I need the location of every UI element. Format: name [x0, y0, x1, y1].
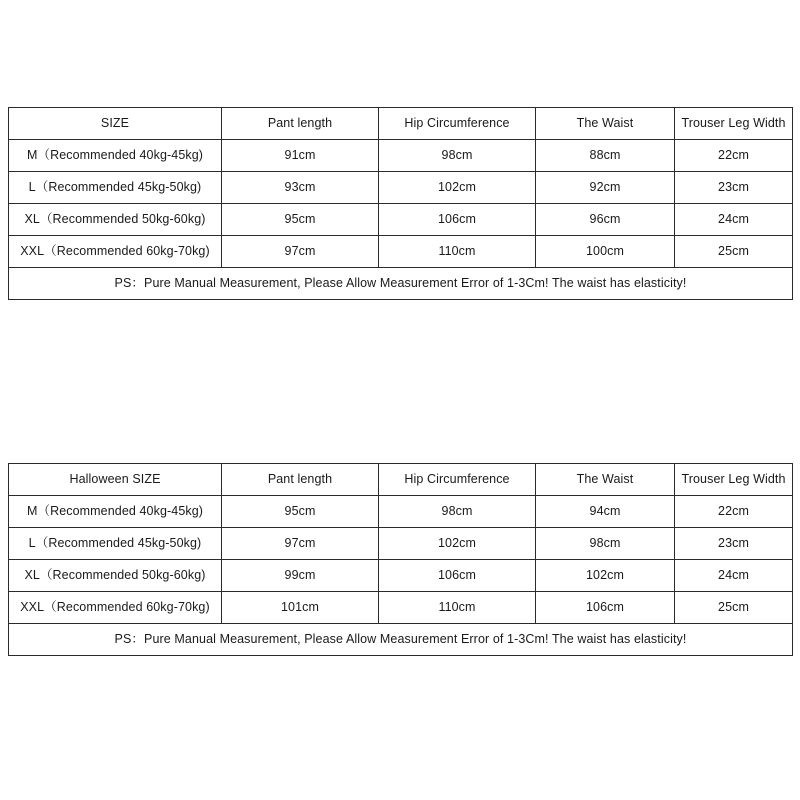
halloween-size-table [8, 463, 793, 656]
cell-pant-length: 93cm [222, 172, 379, 204]
table-note-row [9, 268, 793, 300]
cell-size: M（Recommended 40kg-45kg) [9, 496, 222, 528]
column-header-waist: The Waist [536, 464, 675, 496]
table-row [9, 528, 793, 560]
cell-pant-length: 95cm [222, 496, 379, 528]
cell-hip-circumference: 110cm [379, 236, 536, 268]
cell-pant-length: 99cm [222, 560, 379, 592]
cell-hip-circumference: 98cm [379, 496, 536, 528]
column-header-trouser-leg-width: Trouser Leg Width [675, 108, 793, 140]
table-row [9, 140, 793, 172]
table-header-row [9, 108, 793, 140]
column-header-halloween-size: Halloween SIZE [9, 464, 222, 496]
cell-trouser-leg-width: 24cm [675, 560, 793, 592]
column-header-waist: The Waist [536, 108, 675, 140]
cell-waist: 96cm [536, 204, 675, 236]
cell-pant-length: 101cm [222, 592, 379, 624]
cell-waist: 92cm [536, 172, 675, 204]
cell-size: XL（Recommended 50kg-60kg) [9, 560, 222, 592]
column-header-size: SIZE [9, 108, 222, 140]
cell-size: XXL（Recommended 60kg-70kg) [9, 592, 222, 624]
table-row [9, 592, 793, 624]
cell-waist: 100cm [536, 236, 675, 268]
cell-size: L（Recommended 45kg-50kg) [9, 172, 222, 204]
cell-pant-length: 95cm [222, 204, 379, 236]
column-header-hip-circumference: Hip Circumference [379, 464, 536, 496]
cell-size: L（Recommended 45kg-50kg) [9, 528, 222, 560]
standard-size-table [8, 107, 793, 300]
cell-waist: 98cm [536, 528, 675, 560]
table-row [9, 204, 793, 236]
table-header-row [9, 464, 793, 496]
column-header-hip-circumference: Hip Circumference [379, 108, 536, 140]
column-header-trouser-leg-width: Trouser Leg Width [675, 464, 793, 496]
cell-hip-circumference: 102cm [379, 528, 536, 560]
table-row [9, 172, 793, 204]
cell-pant-length: 97cm [222, 236, 379, 268]
cell-size: XXL（Recommended 60kg-70kg) [9, 236, 222, 268]
column-header-pant-length: Pant length [222, 464, 379, 496]
measurement-note: PS：Pure Manual Measurement, Please Allow Measurement Error of 1-3Cm! The waist has elasticity! [9, 624, 793, 656]
cell-waist: 88cm [536, 140, 675, 172]
cell-trouser-leg-width: 23cm [675, 528, 793, 560]
cell-waist: 106cm [536, 592, 675, 624]
cell-hip-circumference: 106cm [379, 560, 536, 592]
cell-pant-length: 97cm [222, 528, 379, 560]
measurement-note: PS：Pure Manual Measurement, Please Allow Measurement Error of 1-3Cm! The waist has elasticity! [9, 268, 793, 300]
cell-pant-length: 91cm [222, 140, 379, 172]
cell-trouser-leg-width: 24cm [675, 204, 793, 236]
cell-trouser-leg-width: 23cm [675, 172, 793, 204]
column-header-pant-length: Pant length [222, 108, 379, 140]
table-note-row [9, 624, 793, 656]
cell-trouser-leg-width: 25cm [675, 236, 793, 268]
table-row [9, 236, 793, 268]
cell-waist: 94cm [536, 496, 675, 528]
cell-hip-circumference: 106cm [379, 204, 536, 236]
cell-size: M（Recommended 40kg-45kg) [9, 140, 222, 172]
cell-waist: 102cm [536, 560, 675, 592]
cell-hip-circumference: 110cm [379, 592, 536, 624]
table-row [9, 496, 793, 528]
cell-size: XL（Recommended 50kg-60kg) [9, 204, 222, 236]
cell-trouser-leg-width: 25cm [675, 592, 793, 624]
table-row [9, 560, 793, 592]
cell-trouser-leg-width: 22cm [675, 496, 793, 528]
cell-hip-circumference: 98cm [379, 140, 536, 172]
cell-trouser-leg-width: 22cm [675, 140, 793, 172]
cell-hip-circumference: 102cm [379, 172, 536, 204]
